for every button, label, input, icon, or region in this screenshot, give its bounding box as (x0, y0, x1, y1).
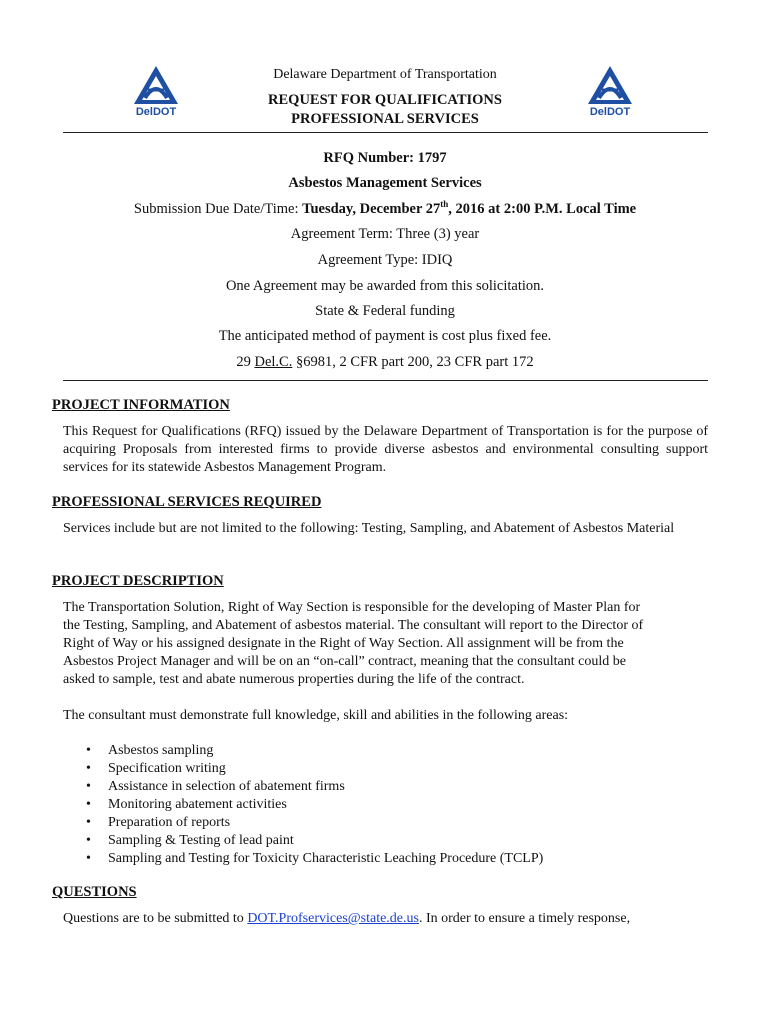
section-heading-project-description: PROJECT DESCRIPTION (52, 573, 224, 589)
document-subtitle: PROFESSIONAL SERVICES (291, 111, 479, 127)
section-heading-questions: QUESTIONS (52, 884, 137, 900)
list-item: • Monitoring abatement activities (86, 797, 287, 812)
project-information-text: This Request for Qualifications (RFQ) issued by the Delaware Department of Transportation is for the purpose of acquiring Proposals from interested firms to provide diverse asbestos and environmental consulting support services for its statewide Asbestos Management Program. (63, 424, 708, 475)
list-item: • Sampling & Testing of lead paint (86, 833, 294, 848)
list-item: • Assistance in selection of abatement firms (86, 779, 345, 794)
list-item: • Preparation of reports (86, 815, 231, 830)
rfq-number: RFQ Number: 1797 (323, 150, 447, 166)
list-item: • Sampling and Testing for Toxicity Characteristic Leaching Procedure (TCLP) (86, 851, 544, 866)
requirements-list (63, 742, 543, 868)
due-label: Submission Due Date/Time: (133, 200, 303, 217)
email-link[interactable]: DOT.Profservices@state.de.us (247, 911, 419, 926)
logo-text: DelDOT (135, 106, 177, 118)
section-heading-professional-services: PROFESSIONAL SERVICES REQUIRED (52, 494, 322, 510)
agreement-type: Agreement Type: IDIQ (317, 252, 453, 268)
legal-citation: 29 Del.C. §6981, 2 CFR part 200, 23 CFR part 172 (236, 354, 534, 370)
info-divider (63, 380, 708, 381)
questions-text: Questions are to be submitted to DOT.Profservices@state.de.us. In order to ensure a timely response, (63, 911, 631, 926)
logo-text: DelDOT (589, 106, 631, 118)
header-divider (63, 132, 708, 133)
submission-due-date (0, 199, 770, 218)
rfq-services: Asbestos Management Services (288, 175, 482, 191)
one-agreement-note: One Agreement may be awarded from this solicitation. (225, 278, 545, 294)
document-title: REQUEST FOR QUALIFICATIONS (268, 92, 502, 108)
payment-method: The anticipated method of payment is cost plus fixed fee. (218, 328, 552, 344)
section-heading-project-information: PROJECT INFORMATION (52, 397, 230, 413)
list-item: • Asbestos sampling (86, 743, 214, 758)
funding-source: State & Federal funding (315, 303, 455, 319)
professional-services-text: Services include but are not limited to the following: Testing, Sampling, and Abatement of Asbestos Material (63, 521, 675, 536)
project-description-text: The Transportation Solution, Right of Way Section is responsible for the developing of Master Plan for the Testing, Sampling, and Abatement of asbestos material. The consultant will report to the Director of Right of Way or his assigned designate in the Right of Way Section. All assignment will be from the Asbestos Project Manager and will be on an “on-call” contract, meaning that the consultant could be asked to sample, test and abate numerous properties during the life of the contract. (63, 600, 644, 687)
agreement-term: Agreement Term: Three (3) year (290, 226, 480, 242)
agency-name: Delaware Department of Transportation (273, 67, 497, 82)
due-date: Tuesday, December 27th, 2016 at 2:00 P.M. Local Time (302, 199, 637, 217)
requirements-intro: The consultant must demonstrate full knowledge, skill and abilities in the following areas: (63, 708, 569, 723)
list-item: • Specification writing (86, 761, 226, 776)
